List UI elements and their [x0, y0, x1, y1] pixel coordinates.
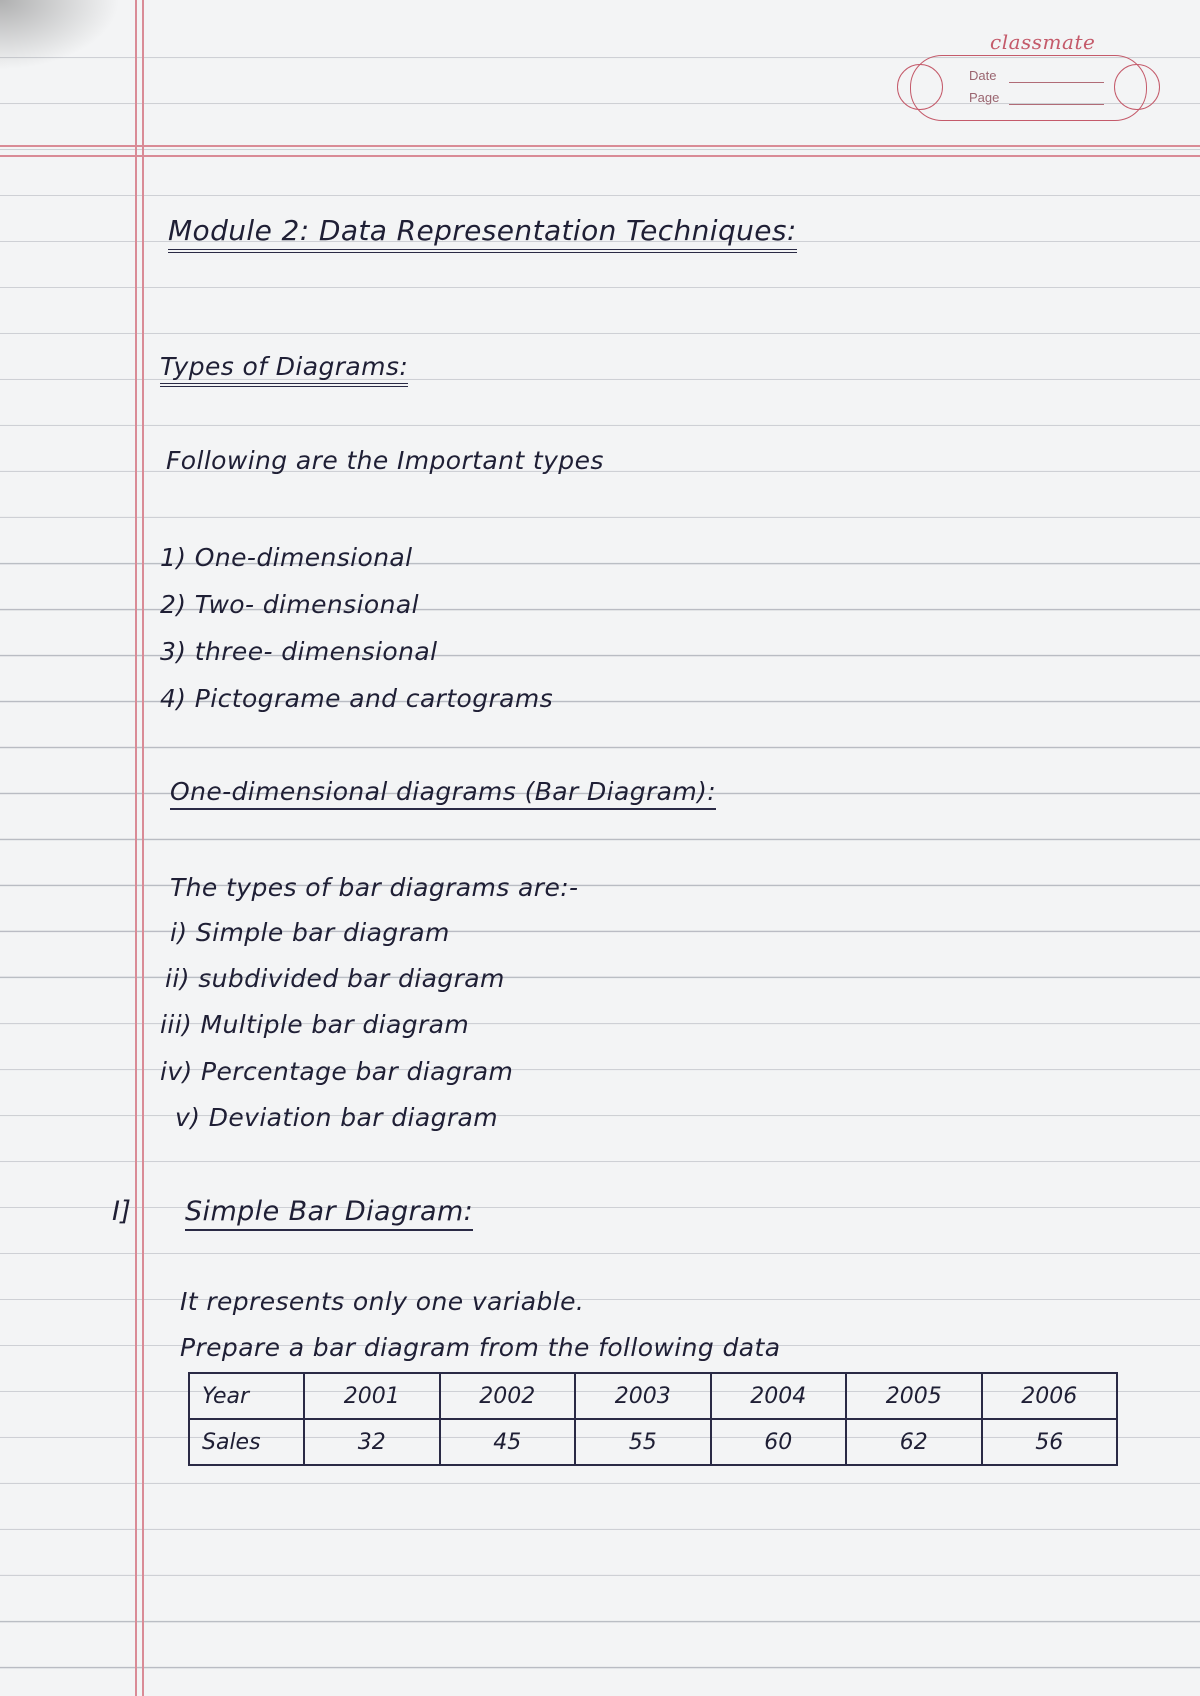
date-page-box — [910, 55, 1147, 121]
body-text: Prepare a bar diagram from the following data — [180, 1333, 781, 1362]
row-label-year: Year — [189, 1373, 304, 1419]
list-item: 4) Pictograme and cartograms — [160, 684, 554, 713]
list-item: iii) Multiple bar diagram — [160, 1010, 470, 1039]
year-cell: 2001 — [304, 1373, 440, 1419]
list-item: 2) Two- dimensional — [160, 590, 419, 619]
sales-cell: 32 — [304, 1419, 440, 1465]
list-item: 1) One-dimensional — [160, 543, 413, 572]
table-row — [189, 1419, 1117, 1465]
body-text: It represents only one variable. — [180, 1287, 585, 1316]
scroll-curl-left — [897, 64, 943, 110]
header-rule — [0, 145, 1200, 157]
section-number: I] — [112, 1196, 132, 1227]
row-label-sales: Sales — [189, 1419, 304, 1465]
list-item: iv) Percentage bar diagram — [160, 1057, 514, 1086]
section-heading-simple-bar: Simple Bar Diagram: — [185, 1196, 473, 1231]
date-label: Date — [969, 68, 997, 83]
list-item: 3) three- dimensional — [160, 637, 438, 666]
sales-cell: 55 — [575, 1419, 711, 1465]
section-heading-bar: One-dimensional diagrams (Bar Diagram): — [170, 777, 716, 810]
margin-line — [135, 0, 137, 1696]
page-title: Module 2: Data Representation Techniques: — [168, 214, 797, 253]
scroll-curl-right — [1114, 64, 1160, 110]
year-cell: 2003 — [575, 1373, 711, 1419]
sales-cell: 56 — [982, 1419, 1118, 1465]
page-line — [1009, 104, 1104, 105]
page-field — [969, 90, 999, 105]
page-shadow — [0, 0, 120, 70]
list-item: i) Simple bar diagram — [170, 918, 450, 947]
sales-cell: 45 — [440, 1419, 576, 1465]
sales-table — [188, 1372, 1118, 1466]
year-cell: 2006 — [982, 1373, 1118, 1419]
date-field — [969, 68, 996, 83]
list-item: v) Deviation bar diagram — [175, 1103, 498, 1132]
sales-cell: 60 — [711, 1419, 847, 1465]
list-item: ii) subdivided bar diagram — [165, 964, 505, 993]
page-label: Page — [969, 90, 1000, 105]
brand-logo: classmate — [990, 30, 1096, 54]
margin-line — [142, 0, 144, 1696]
year-cell: 2005 — [846, 1373, 982, 1419]
sales-cell: 62 — [846, 1419, 982, 1465]
section-intro: The types of bar diagrams are:- — [170, 873, 579, 902]
section-intro: Following are the Important types — [166, 446, 604, 475]
section-heading-types: Types of Diagrams: — [160, 352, 408, 387]
year-cell: 2004 — [711, 1373, 847, 1419]
year-cell: 2002 — [440, 1373, 576, 1419]
table-row — [189, 1373, 1117, 1419]
date-line — [1009, 82, 1104, 83]
